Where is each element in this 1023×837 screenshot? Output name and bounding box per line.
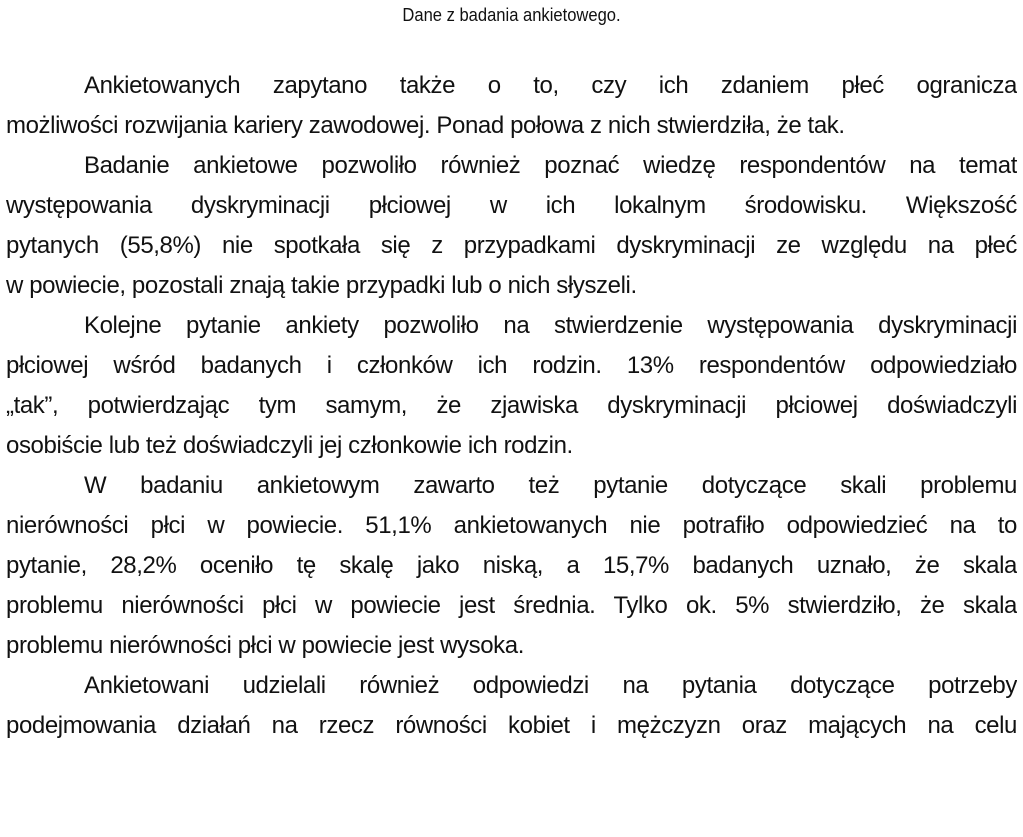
text-line: problemu nierówności płci w powiecie jest średnia. Tylko ok. 5% stwierdziło, że skala (6, 592, 1017, 619)
text-line: osobiście lub też doświadczyli jej członkowie ich rodzin. (6, 432, 573, 459)
text-line: pytanych (55,8%) nie spotkała się z przypadkami dyskryminacji ze względu na płeć (6, 232, 1017, 259)
text-line: występowania dyskryminacji płciowej w ich lokalnym środowisku. Większość (6, 192, 1017, 219)
text-line: Ankietowani udzielali również odpowiedzi na pytania dotyczące potrzeby (84, 672, 1017, 699)
document-body (6, 66, 1017, 746)
text-line: pytanie, 28,2% oceniło tę skalę jako niską, a 15,7% badanych uznało, że skala (6, 552, 1017, 579)
text-line: Kolejne pytanie ankiety pozwoliło na stwierdzenie występowania dyskryminacji (84, 312, 1017, 339)
text-line: „tak”, potwierdzając tym samym, że zjawiska dyskryminacji płciowej doświadczyli (6, 392, 1017, 419)
text-line: Badanie ankietowe pozwoliło również poznać wiedzę respondentów na temat (84, 152, 1017, 179)
text-line: możliwości rozwijania kariery zawodowej. Ponad połowa z nich stwierdziła, że tak. (6, 112, 845, 139)
paragraph-equality-actions (6, 666, 1017, 746)
text-line: podejmowania działań na rzecz równości kobiet i mężczyzn oraz mających na celu (6, 712, 1017, 739)
table-caption: Dane z badania ankietowego. (402, 5, 621, 25)
paragraph-inequality-scale (6, 466, 1017, 666)
paragraph-gender-career (6, 66, 1017, 146)
text-line: nierówności płci w powiecie. 51,1% ankietowanych nie potrafiło odpowiedzieć na to (6, 512, 1017, 539)
paragraph-family-discrimination (6, 306, 1017, 466)
text-line: W badaniu ankietowym zawarto też pytanie dotyczące skali problemu (84, 472, 1017, 499)
text-line: płciowej wśród badanych i członków ich rodzin. 13% respondentów odpowiedziało (6, 352, 1017, 379)
text-line: problemu nierówności płci w powiecie jest wysoka. (6, 632, 524, 659)
paragraph-local-discrimination (6, 146, 1017, 306)
text-line: w powiecie, pozostali znają takie przypadki lub o nich słyszeli. (6, 272, 637, 299)
text-line: Ankietowanych zapytano także o to, czy ich zdaniem płeć ogranicza (84, 72, 1017, 99)
